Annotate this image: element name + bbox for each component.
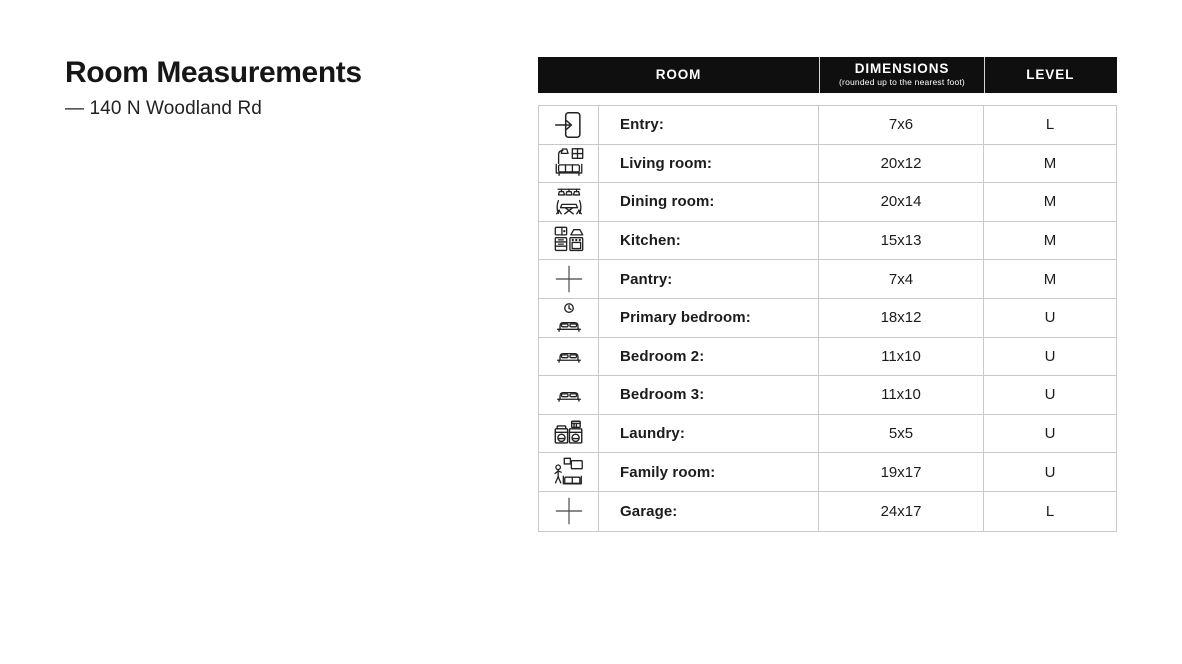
table-header-row (538, 57, 1117, 93)
room-dimensions: 5x5 (819, 415, 984, 453)
room-dimensions: 20x12 (819, 145, 984, 183)
page-subtitle: — 140 N Woodland Rd (65, 98, 262, 119)
room-level: U (1044, 386, 1056, 404)
column-header-dimensions (820, 57, 985, 93)
room-level: M (1043, 232, 1057, 250)
kitchen-icon (552, 224, 586, 258)
room-label: Bedroom 2: (599, 338, 819, 376)
table-row-kitchen (539, 222, 1116, 261)
table-row-bedroom-3 (539, 376, 1116, 415)
table-body (538, 105, 1117, 532)
table-row-family-room (539, 453, 1116, 492)
table-row-living-room (539, 145, 1116, 184)
table-row-entry (539, 106, 1116, 145)
room-level: U (1044, 463, 1056, 481)
room-label: Laundry: (599, 415, 819, 453)
room-level: M (1043, 193, 1057, 211)
table-row-dining-room (539, 183, 1116, 222)
table-row-bedroom-2 (539, 338, 1116, 377)
room-label: Primary bedroom: (599, 299, 819, 337)
column-header-room: ROOM (538, 57, 820, 93)
room-dimensions: 15x13 (819, 222, 984, 260)
room-label: Entry: (599, 106, 819, 144)
room-dimensions: 19x17 (819, 453, 984, 491)
laundry-icon (552, 417, 586, 451)
room-dimensions: 7x6 (819, 106, 984, 144)
room-label: Pantry: (599, 260, 819, 298)
room-level: U (1044, 347, 1056, 365)
column-header-level: LEVEL (1026, 66, 1075, 82)
room-label: Garage: (599, 492, 819, 531)
bed-icon (552, 339, 586, 373)
room-level: U (1044, 425, 1056, 443)
table-row-laundry (539, 415, 1116, 454)
room-label: Living room: (599, 145, 819, 183)
room-dimensions: 11x10 (819, 376, 984, 414)
table-row-primary-bedroom (539, 299, 1116, 338)
room-dimensions: 24x17 (819, 492, 984, 531)
column-header-dimensions-note: (rounded up to the nearest foot) (839, 77, 965, 88)
room-level: M (1043, 270, 1057, 288)
room-label: Dining room: (599, 183, 819, 221)
room-dimensions: 20x14 (819, 183, 984, 221)
cross-icon (552, 262, 586, 296)
primary-bedroom-icon (552, 301, 586, 335)
cross-icon (552, 494, 586, 528)
room-measurements-table (538, 57, 1117, 532)
dining-room-icon (552, 185, 586, 219)
room-level: L (1045, 502, 1055, 520)
table-row-garage (539, 492, 1116, 531)
room-level: U (1044, 309, 1056, 327)
entry-door-icon (552, 108, 586, 142)
bed-icon (552, 378, 586, 412)
room-dimensions: 18x12 (819, 299, 984, 337)
room-level: L (1045, 116, 1055, 134)
column-header-dimensions-label: DIMENSIONS (854, 61, 950, 77)
table-row-pantry (539, 260, 1116, 299)
page-title: Room Measurements (65, 56, 362, 89)
family-room-icon (552, 455, 586, 489)
living-room-icon (552, 146, 586, 180)
title-block (65, 56, 362, 120)
room-label: Bedroom 3: (599, 376, 819, 414)
room-dimensions: 11x10 (819, 338, 984, 376)
room-dimensions: 7x4 (819, 260, 984, 298)
room-level: M (1043, 154, 1057, 172)
room-label: Family room: (599, 453, 819, 491)
room-label: Kitchen: (599, 222, 819, 260)
